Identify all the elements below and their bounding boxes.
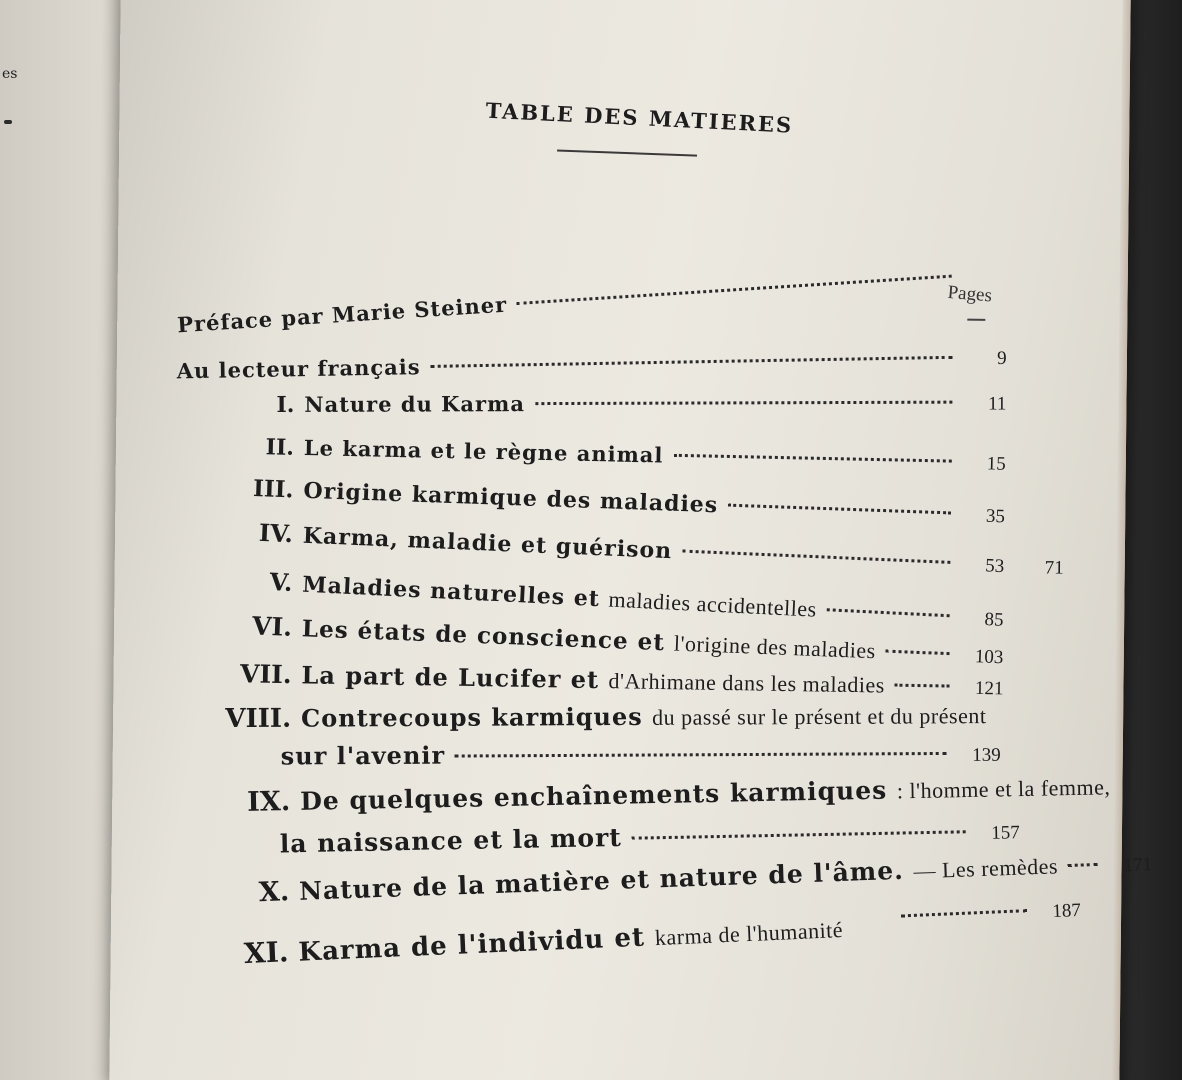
leader-dots <box>517 275 952 305</box>
entry-title-light: l'origine des maladies <box>673 630 877 664</box>
entry-number: III. <box>252 475 294 504</box>
leader-dots <box>632 830 966 839</box>
entry-title: Origine karmique des maladies <box>302 477 719 519</box>
entry-page: 9 <box>996 347 1007 370</box>
toc-entry-viii <box>173 700 1003 734</box>
toc-entry-i <box>176 389 1006 418</box>
leader-dots <box>431 356 953 368</box>
entry-page: 71 <box>1044 557 1064 579</box>
entry-page: 121 <box>974 677 1004 700</box>
entry-number: XI. <box>243 935 290 971</box>
entry-title-light: — Les remèdes <box>913 853 1059 884</box>
entry-title-light: karma de l'humanité <box>654 916 844 951</box>
toc-entry-vii <box>173 658 1003 700</box>
entry-page: 103 <box>974 646 1004 669</box>
heading-rule <box>557 149 697 156</box>
entry-title: Au lecteur français <box>176 354 421 384</box>
leader-dots <box>682 550 950 564</box>
toc-entry-preface <box>176 260 1006 337</box>
pages-label-dash <box>967 319 985 321</box>
table-of-contents <box>176 97 1153 971</box>
entry-number: VI. <box>251 611 293 642</box>
leader-dots <box>1068 863 1098 867</box>
entry-number: II. <box>265 434 295 461</box>
entry-page: 187 <box>1051 899 1082 923</box>
pages-column-label: Pages <box>946 281 993 307</box>
entry-number: VII. <box>239 659 292 690</box>
entry-title-bold: Nature de la matière et nature de l'âme. <box>298 855 914 906</box>
entry-number: IX. <box>246 786 291 818</box>
entry-title: Nature du Karma <box>304 391 525 417</box>
leader-dots <box>895 684 950 688</box>
entry-number: VIII. <box>225 703 292 735</box>
entry-title: Le karma et le règne animal <box>303 435 664 468</box>
leader-dots <box>886 650 950 655</box>
left-page-mark <box>4 120 12 124</box>
entry-title-bold: Karma de l'individu et <box>297 922 656 968</box>
entry-title-light: d'Arhimane dans les maladies <box>608 668 886 698</box>
entry-title-bold: Contrecoups karmiques <box>301 701 653 733</box>
entry-page: 139 <box>972 744 1001 766</box>
book-page <box>109 0 1153 1080</box>
toc-heading: TABLE DES MATIERES <box>485 97 794 138</box>
entry-page: 171 <box>1123 854 1153 877</box>
entry-number: V. <box>268 567 294 598</box>
entry-title-light: : l'homme et la femme, <box>896 774 1111 804</box>
left-page-fragment: es <box>2 66 18 82</box>
toc-entry-ii <box>176 432 1006 475</box>
toc-entry-xi <box>170 904 1001 973</box>
toc-entry-ix <box>172 772 1111 819</box>
leader-dots <box>673 454 951 463</box>
entry-title-light: maladies accidentelles <box>607 586 818 622</box>
entry-page: 35 <box>985 505 1006 528</box>
entry-number: IV. <box>258 517 294 549</box>
entry-title: Préface par Marie Steiner <box>176 291 508 338</box>
leader-dots <box>728 504 951 515</box>
entry-title-continued: sur l'avenir <box>280 740 446 771</box>
entry-number: I. <box>276 391 295 418</box>
entry-page <box>962 280 1006 283</box>
entry-number: X. <box>258 876 290 909</box>
toc-entry-viii-line2 <box>281 738 1001 771</box>
entry-title-bold: Les états de conscience et <box>301 615 675 657</box>
leader-dots <box>535 401 952 405</box>
leader-dots <box>455 752 947 758</box>
entry-title-bold: La part de Lucifer et <box>301 660 609 695</box>
entry-title-continued: la naissance et la mort <box>279 822 623 859</box>
entry-page: 53 <box>984 555 1005 578</box>
entry-page: 11 <box>988 393 1007 415</box>
entry-title-light: du passé sur le présent et du présent <box>652 703 987 730</box>
leader-dots <box>827 608 950 617</box>
entry-title-bold: Maladies naturelles et <box>301 571 610 613</box>
entry-page: 15 <box>986 453 1006 475</box>
entry-title-bold: De quelques enchaînements karmiques <box>299 775 898 816</box>
entry-page: 85 <box>983 608 1004 631</box>
toc-entry-ix-line2 <box>280 815 1020 858</box>
toc-entry-au-lecteur <box>177 344 1007 384</box>
entry-title: Karma, maladie et guérison <box>302 522 673 565</box>
entry-page: 157 <box>991 822 1020 844</box>
